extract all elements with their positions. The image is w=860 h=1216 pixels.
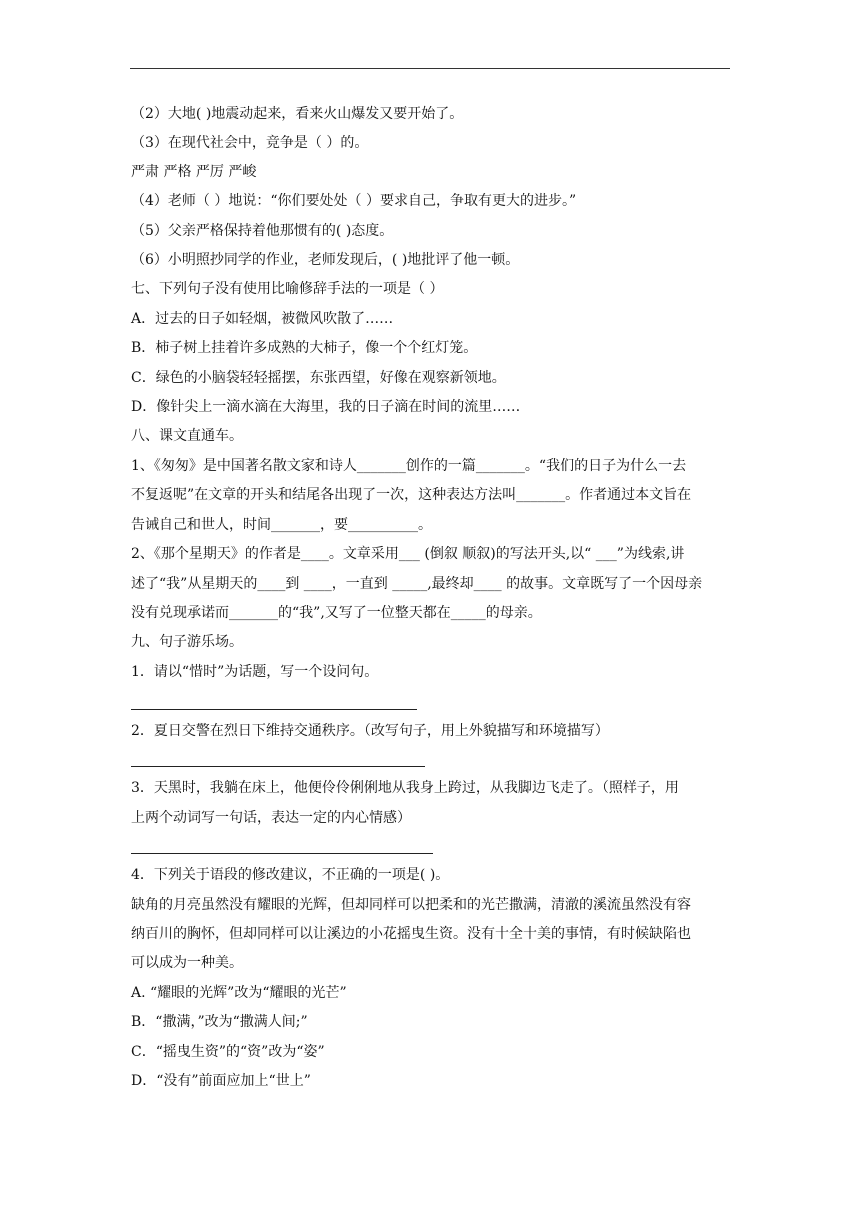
q9-1-prompt: 1．请以“惜时”为话题，写一个设问句。 xyxy=(131,664,379,680)
q9-4-passage-line-3: 可以成为一种美。 xyxy=(131,955,243,971)
q9-4-passage-line-1: 缺角的月亮虽然没有耀眼的光辉，但却同样可以把柔和的光芒撒满，清澈的溪流虽然没有容 xyxy=(131,897,691,913)
q8-1-line-2: 不复返呢”在文章的开头和结尾各出现了一次，这种表达方法叫_______。作者通过本文旨在 xyxy=(131,487,692,503)
q9-3-prompt-line-1: 3．天黑时，我躺在床上，他便伶伶俐俐地从我身上跨过，从我脚边飞走了。（照样子，用 xyxy=(131,780,679,796)
q9-4-prompt: 4．下列关于语段的修改建议，不正确的一项是( )。 xyxy=(131,867,450,883)
q8-2-line-2: 述了“我”从星期天的____到 ____，一直到 _____,最终却____ 的故事。文章既写了一个因母亲 xyxy=(131,576,703,592)
q9-1-answer-line[interactable] xyxy=(131,709,417,710)
q8-2-line-1: 2、《那个星期天》的作者是____。文章采用___ (倒叙 顺叙)的写法开头,以“ ___”为线索,讲 xyxy=(131,546,685,562)
q8-1-line-1: 1、《匆匆》是中国著名散文家和诗人_______创作的一篇_______。“我们的日子为什么一去 xyxy=(131,458,687,474)
q7-option-c: C．绿色的小脑袋轻轻摇摆，东张西望，好像在观察新领地。 xyxy=(131,370,506,386)
header-rule xyxy=(130,68,730,69)
q9-3-answer-line[interactable] xyxy=(131,853,433,854)
word-options: 严肃 严格 严厉 严峻 xyxy=(131,164,257,180)
q9-4-option-d: D．“没有”前面应加上“世上” xyxy=(131,1073,311,1089)
q9-2-answer-line[interactable] xyxy=(131,766,425,767)
q9-4-option-b: B．“撒满，”改为“撒满人间;” xyxy=(131,1014,308,1030)
q8-2-line-3: 没有兑现承诺而_______的“我”,又写了一位整天都在_____的母亲。 xyxy=(131,605,542,621)
q9-3-prompt-line-2: 上两个动词写一句话，表达一定的内心情感） xyxy=(131,810,411,826)
q6-item-2: （2）大地( )地震动起来，看来火山爆发又要开始了。 xyxy=(131,106,464,122)
q7-option-a: A．过去的日子如轻烟，被微风吹散了…… xyxy=(131,311,394,327)
section-9-title: 九、句子游乐场。 xyxy=(131,634,243,650)
q9-4-passage-line-2: 纳百川的胸怀，但却同样可以让溪边的小花摇曳生资。没有十全十美的事情，有时候缺陷也 xyxy=(131,926,691,942)
q9-4-option-c: C．“摇曳生资”的“资”改为“姿” xyxy=(131,1044,325,1060)
q6-item-3: （3）在现代社会中，竞争是（ ）的。 xyxy=(131,135,369,151)
q9-2-prompt: 2．夏日交警在烈日下维持交通秩序。（改写句子，用上外貌描写和环境描写） xyxy=(131,723,609,739)
q6-item-5: （5）父亲严格保持着他那惯有的( )态度。 xyxy=(131,223,394,239)
q7-option-b: B．柿子树上挂着许多成熟的大柿子，像一个个红灯笼。 xyxy=(131,340,478,356)
q8-1-line-3: 告诫自己和世人，时间_______，要__________。 xyxy=(131,517,432,533)
q6-item-6: （6）小明照抄同学的作业，老师发现后，( )地批评了他一顿。 xyxy=(131,252,520,268)
section-8-title: 八、课文直通车。 xyxy=(131,428,243,444)
q7-option-d: D．像针尖上一滴水滴在大海里，我的日子滴在时间的流里…… xyxy=(131,399,521,415)
q9-4-option-a: A. “耀眼的光辉”改为“耀眼的光芒” xyxy=(131,985,347,1001)
q6-item-4: （4）老师（ ）地说：“你们要处处（ ）要求自己，争取有更大的进步。” xyxy=(131,193,577,209)
section-7-title: 七、下列句子没有使用比喻修辞手法的一项是（ ） xyxy=(131,281,444,297)
